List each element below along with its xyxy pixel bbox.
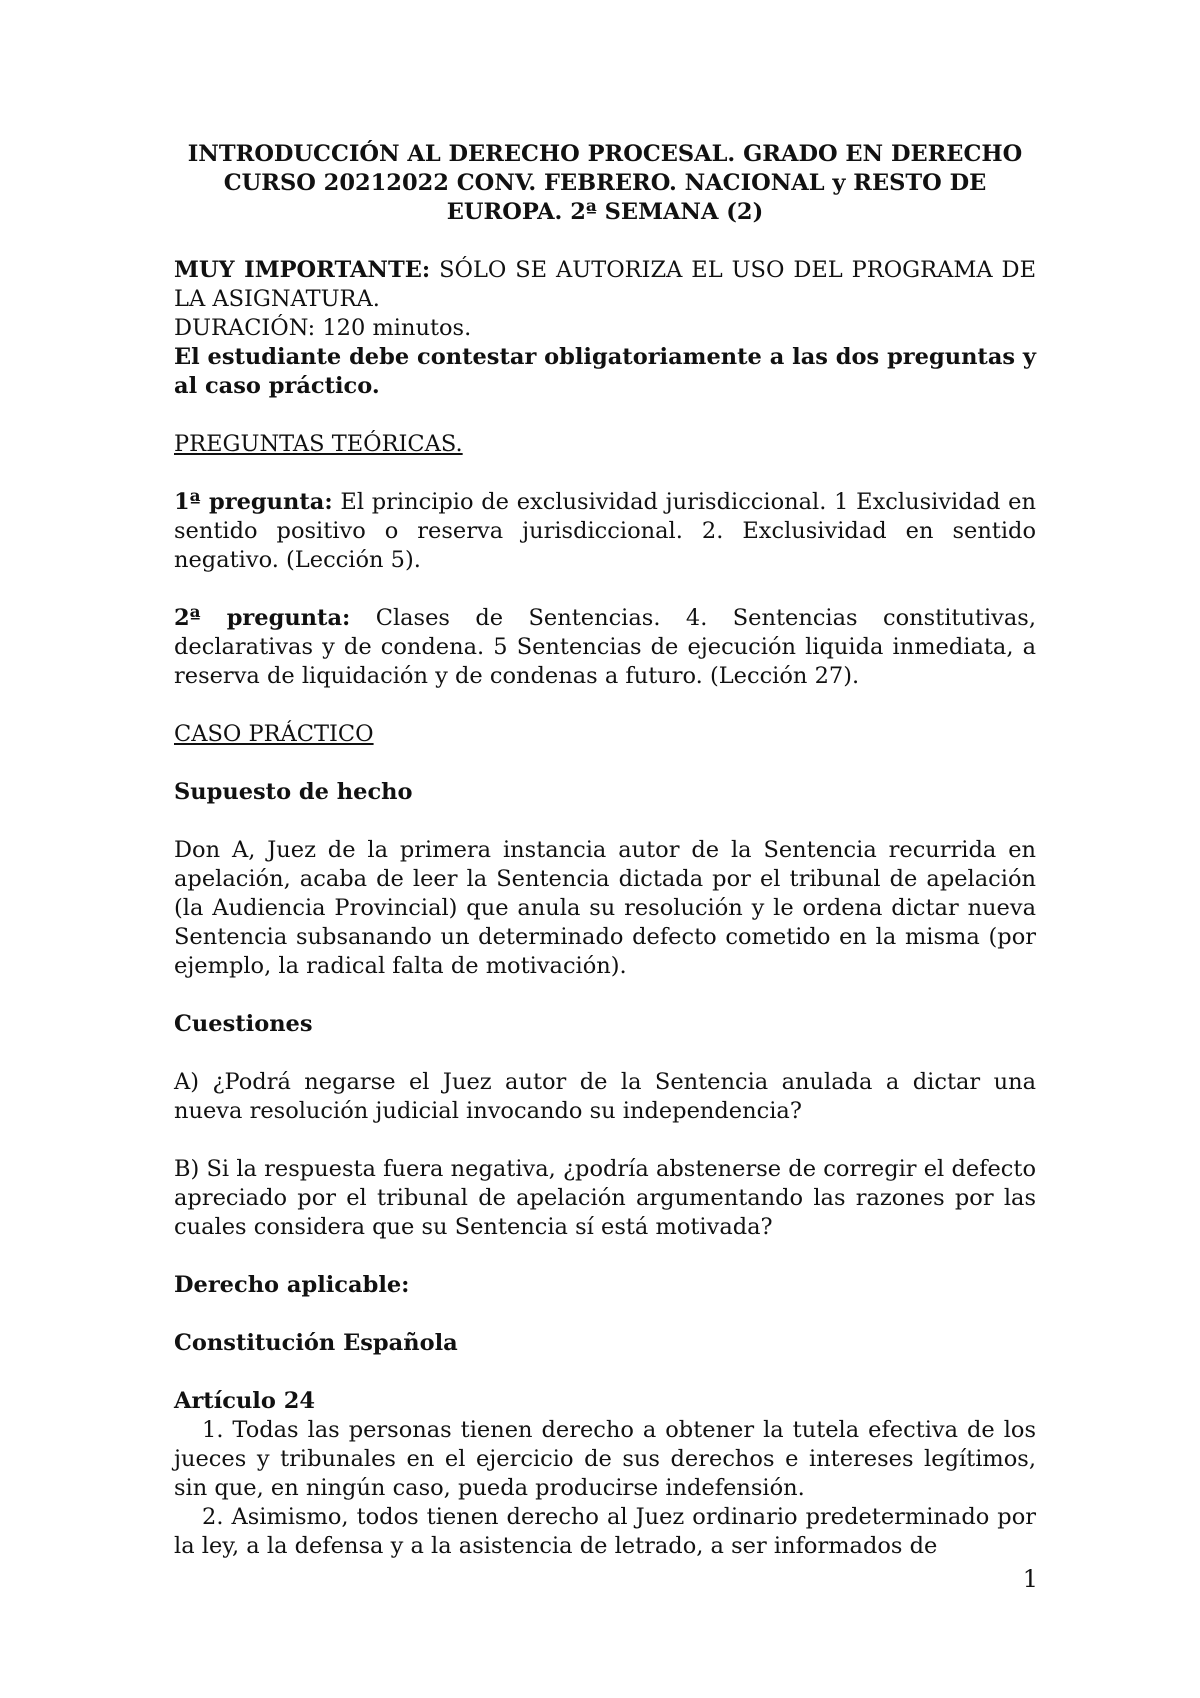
article-paragraph-1: 1. Todas las personas tienen derecho a obtener la tutela efectiva de los jueces y tribunales en el ejercicio de sus derechos e intereses legítimos, sin que, en ningún caso, pueda producirse indefensión. [174, 1417, 1036, 1501]
case-heading: CASO PRÁCTICO [174, 721, 374, 747]
important-notice [174, 256, 1036, 314]
facts-heading [174, 778, 1036, 807]
duration-text: DURACIÓN: 120 minutos. [174, 315, 472, 341]
questions-heading-text: Cuestiones [174, 1011, 313, 1037]
case-question-a: A) ¿Podrá negarse el Juez autor de la Sentencia anulada a dictar una nueva resolución judicial invocando su independencia? [174, 1069, 1036, 1124]
article-heading [174, 1387, 1036, 1416]
article-paragraph-2: 2. Asimismo, todos tienen derecho al Juez ordinario predeterminado por la ley, a la defensa y a la asistencia de letrado, a ser informados de [174, 1504, 1036, 1559]
page-number: 1 [1022, 1565, 1038, 1593]
question-1-label: 1ª pregunta: [174, 489, 333, 515]
question-1-text: El principio de exclusividad jurisdiccional. 1 Exclusividad en sentido positivo o reserva jurisdiccional. 2. Exclusividad en sentido negativo. (Lección 5). [174, 489, 1036, 573]
question-2 [174, 604, 1036, 691]
law-heading [174, 1271, 1036, 1300]
mandatory-notice [174, 343, 1036, 401]
important-text: SÓLO SE AUTORIZA EL USO DEL PROGRAMA DE LA ASIGNATURA. [174, 257, 1036, 312]
document-title-line-1: INTRODUCCIÓN AL DERECHO PROCESAL. GRADO EN DERECHO [187, 141, 1023, 167]
document-title-line-3: EUROPA. 2ª SEMANA (2) [446, 199, 764, 225]
document-title-line-2: CURSO 20212022 CONV. FEBRERO. NACIONAL y RESTO DE [223, 170, 987, 196]
case-question-b: B) Si la respuesta fuera negativa, ¿podría abstenerse de corregir el defecto apreciado por el tribunal de apelación argumentando las razones por las cuales considera que su Sentencia sí está motivada? [174, 1156, 1036, 1240]
important-label: MUY IMPORTANTE: [174, 257, 431, 283]
document-page [174, 140, 1036, 1561]
article-heading-text: Artículo 24 [174, 1388, 316, 1414]
facts-text: Don A, Juez de la primera instancia autor de la Sentencia recurrida en apelación, acaba de leer la Sentencia dictada por el tribunal de apelación (la Audiencia Provincial) que anula su resolución y le ordena dictar nueva Sentencia subsanando un determinado defecto cometido en la misma (por ejemplo, la radical falta de motivación). [174, 837, 1036, 979]
constitution-heading-text: Constitución Española [174, 1330, 458, 1356]
questions-heading [174, 1010, 1036, 1039]
question-2-label: 2ª pregunta: [174, 605, 351, 631]
facts-heading-text: Supuesto de hecho [174, 779, 413, 805]
question-2-text: Clases de Sentencias. 4. Sentencias constitutivas, declarativas y de condena. 5 Sentencias de ejecución liquida inmediata, a reserva de liquidación y de condenas a futuro. (Lección 27). [174, 605, 1036, 689]
question-1 [174, 488, 1036, 575]
law-heading-text: Derecho aplicable: [174, 1272, 410, 1298]
mandatory-text: El estudiante debe contestar obligatoriamente a las dos preguntas y al caso práctico. [174, 344, 1036, 399]
constitution-heading [174, 1329, 1036, 1358]
theory-heading: PREGUNTAS TEÓRICAS. [174, 431, 463, 457]
